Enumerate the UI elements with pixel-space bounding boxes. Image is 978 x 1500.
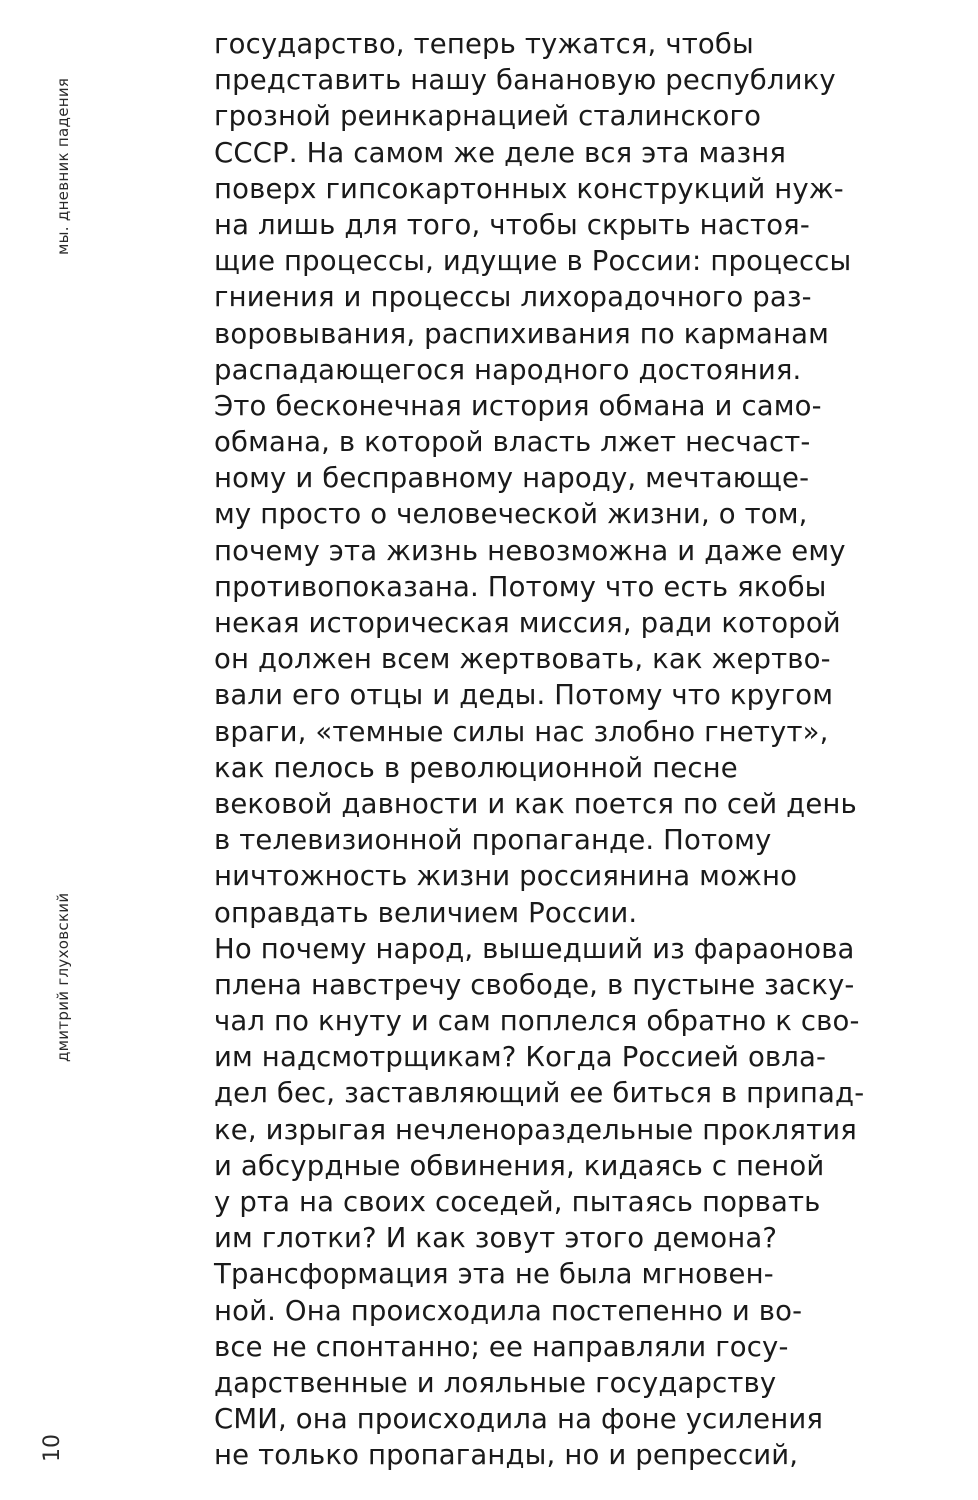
running-title: мы. дневник падения (54, 77, 72, 255)
text-line: воровывания, распихивания по карманам (214, 317, 829, 350)
text-line: государство, теперь тужатся, чтобы (214, 28, 754, 60)
text-line: дарственные и лояльные государству (214, 1366, 777, 1399)
text-line: распадающегося народного достояния. (214, 353, 802, 386)
text-line: у рта на своих соседей, пытаясь порвать (214, 1186, 821, 1218)
text-line: враги, «темные силы нас злобно гнетут», (214, 715, 829, 748)
text-line: он должен всем жертвовать, как жертво- (214, 643, 831, 676)
text-line: дел бес, заставляющий ее биться в припад- (214, 1077, 865, 1110)
text-line: и абсурдные обвинения, кидаясь с пеной (214, 1149, 825, 1182)
text-line: на лишь для того, чтобы скрыть настоя- (214, 208, 810, 241)
text-line: Это бесконечная история обмана и само- (214, 389, 822, 422)
text-line: почему эта жизнь невозможна и даже ему (214, 534, 846, 567)
text-line: представить нашу банановую республику (214, 64, 836, 97)
text-line: вали его отцы и деды. Потому что кругом (214, 679, 834, 712)
text-line: некая историческая миссия, ради которой (214, 607, 841, 639)
page-number: 10 (40, 1434, 65, 1462)
text-line: му просто о человеческой жизни, о том, (214, 498, 808, 531)
text-line: противопоказана. Потому что есть якобы (214, 570, 827, 603)
text-line: гниения и процессы лихорадочного раз- (214, 281, 812, 314)
text-line: ничтожность жизни россиянина можно (214, 860, 798, 893)
text-line: ному и бесправному народу, мечтающе- (214, 462, 810, 495)
text-line: оправдать величием России. (214, 896, 638, 929)
text-line: им глотки? И как зовут этого демона? (214, 1222, 778, 1255)
text-line: Трансформация эта не была мгновен- (214, 1258, 774, 1291)
text-line: ной. Она происходила постепенно и во- (214, 1294, 803, 1327)
text-line: СМИ, она происходила на фоне усиления (214, 1403, 824, 1436)
text-line: вековой давности и как поется по сей день (214, 787, 857, 820)
text-line: обмана, в которой власть лжет несчаст- (214, 426, 811, 459)
text-line: грозной реинкарнацией сталинского (214, 100, 762, 133)
text-line: щие процессы, идущие в России: процессы (214, 245, 852, 278)
text-line: поверх гипсокартонных конструкций нуж- (214, 172, 844, 205)
text-line: Но почему народ, вышедший из фараонова (214, 932, 855, 965)
text-line: все не спонтанно; ее направляли госу- (214, 1330, 789, 1363)
text-line: не только пропаганды, но и репрессий, (214, 1439, 799, 1472)
author-name: дмитрий глуховский (54, 892, 72, 1062)
body-text (214, 26, 954, 1474)
text-line: им надсмотрщикам? Когда Россией овла- (214, 1041, 827, 1074)
text-line: чал по кнуту и сам поплелся обратно к сво- (214, 1005, 860, 1038)
text-line: плена навстречу свободе, в пустыне заску- (214, 968, 855, 1001)
text-line: СССР. На самом же деле вся эта мазня (214, 136, 787, 169)
text-line: ке, изрыгая нечленораздельные проклятия (214, 1113, 857, 1146)
text-line: как пелось в революционной песне (214, 751, 738, 784)
text-line: в телевизионной пропаганде. Потому (214, 824, 772, 857)
